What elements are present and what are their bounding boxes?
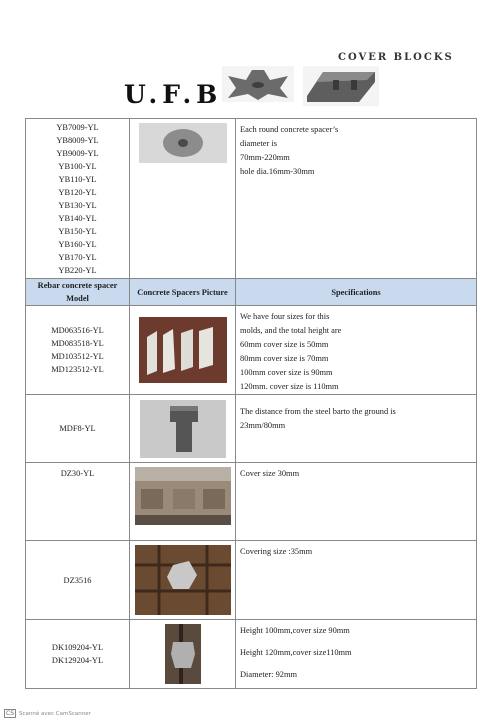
picture-cell [130,306,236,395]
spec-line: hole dia.16mm-30mm [240,167,315,176]
table-row [26,119,477,279]
model-name: YB150-YL [58,226,97,236]
picture-cell [130,620,236,689]
spec-line: Height 100mm,cover size 90mm [240,626,350,635]
scanner-text: Scanné avec CamScanner [19,710,91,717]
spec-cell [236,541,477,620]
model-cell [26,119,130,279]
picture-cell [130,541,236,620]
model-name: YB120-YL [58,187,97,197]
model-name: MDF8-YL [59,424,96,433]
camscanner-icon: CS [6,710,14,717]
column-header: Concrete Spacers Picture [130,279,236,306]
model-name: YB220-YL [58,265,97,275]
model-name: MD063516-YL [51,326,104,335]
model-name: YB7009-YL [56,122,99,132]
bar-spacer-photo [303,66,379,106]
picture-cell [130,395,236,463]
model-cell [26,620,130,689]
model-name: DZ30-YL [60,469,95,478]
md-spacer-photo [139,317,227,383]
spec-line: 80mm cover size is 70mm [240,354,329,363]
product-table [25,118,477,689]
table-row [26,463,477,541]
model-name: YB170-YL [58,252,97,262]
model-name: MD103512-YL [51,352,104,361]
spec-line: 120mm. cover size is 110mm [240,382,339,391]
model-name: YB110-YL [58,174,97,184]
model-name: YB9009-YL [56,148,99,158]
dz3516-spacer-photo [135,545,231,615]
table-header-row [26,279,477,306]
model-name: YB100-YL [58,161,97,171]
spec-line: Covering size :35mm [240,547,313,556]
model-name: MD123512-YL [51,365,104,374]
spec-line: 100mm cover size is 90mm [240,368,333,377]
spec-cell [236,306,477,395]
dk-spacer-photo [165,624,201,684]
model-cell [26,306,130,395]
company-logo: U.F.B [124,80,223,109]
spec-line: Each round concrete spacer’s [240,125,339,134]
spec-line: Height 120mm,cover size110mm [240,648,352,657]
spec-line: Cover size 30mm [240,469,300,478]
mdf-spacer-photo [140,400,226,458]
page-heading: COVER BLOCKS [338,52,454,63]
picture-cell [130,463,236,541]
model-cell [26,395,130,463]
model-name: MD083518-YL [51,339,104,348]
scanner-watermark [4,709,91,718]
spec-line: We have four sizes for this [240,312,330,321]
model-name: YB130-YL [58,200,97,210]
spec-line: Diameter: 92mm [240,670,297,679]
spec-cell [236,620,477,689]
table-row [26,541,477,620]
spec-cell [236,119,477,279]
spec-cell [236,463,477,541]
cross-spacer-photo [222,66,294,102]
model-name: YB140-YL [58,213,97,223]
model-name: YB8009-YL [56,135,99,145]
model-name: DK109204-YL [51,643,104,652]
spec-line: diameter is [240,139,277,148]
model-cell [26,541,130,620]
spec-line: 60mm cover size is 50mm [240,340,329,349]
spec-line: The distance from the steel barto the ground is [240,407,396,416]
dz30-spacer-photo [135,467,231,525]
spec-line: 70mm-220mm [240,153,290,162]
round-spacer-photo [139,123,227,163]
model-cell [26,463,130,541]
column-header: Specifications [236,279,477,306]
column-header: Rebar concrete spacer Model [26,279,130,306]
model-name: DZ3516 [63,575,92,585]
table-row [26,620,477,689]
picture-cell [130,119,236,279]
spec-line: molds, and the total height are [240,326,342,335]
model-name: YB160-YL [58,239,97,249]
table-row [26,306,477,395]
table-row [26,395,477,463]
spec-line: 23mm/80mm [240,421,286,430]
spec-cell [236,395,477,463]
model-name: DK129204-YL [51,656,104,665]
